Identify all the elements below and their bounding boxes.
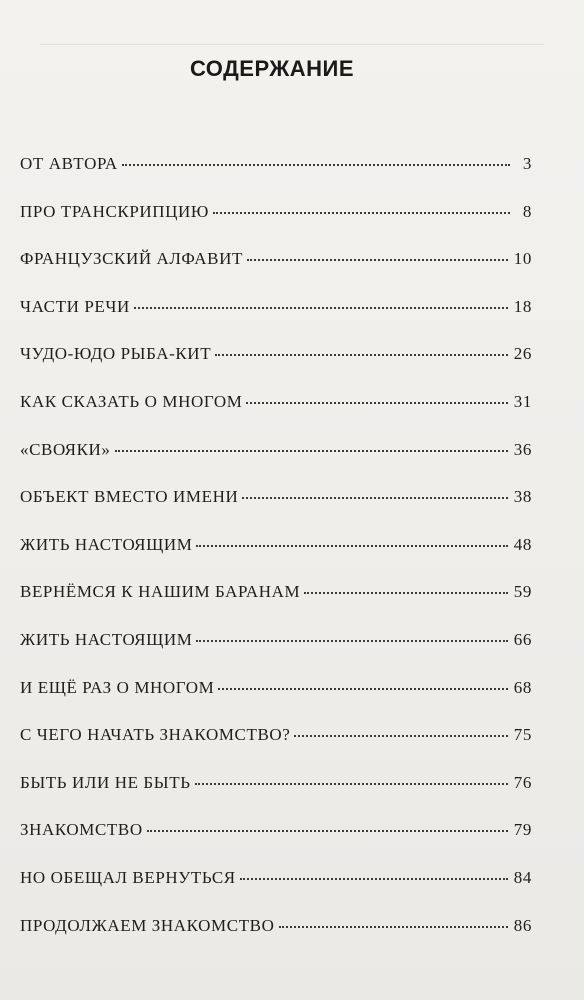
toc-entry [20, 630, 532, 660]
toc-entry-page-number: 68 [513, 677, 532, 697]
toc-entry-title: ОТ АВТОРА [20, 154, 118, 173]
toc-entry [20, 440, 532, 470]
dot-leader [213, 212, 510, 214]
toc-entry [20, 582, 532, 612]
toc-entry-page-number: 31 [513, 392, 532, 411]
toc-entry-title: КАК СКАЗАТЬ О МНОГОМ [20, 392, 243, 411]
dot-leader [122, 164, 510, 166]
toc-entry [20, 535, 532, 565]
toc-entry-title: ПРОДОЛЖАЕМ ЗНАКОМСТВО [20, 915, 275, 935]
toc-entry [20, 916, 532, 946]
dot-leader [246, 402, 507, 404]
toc-entry-page-number: 84 [513, 868, 532, 887]
toc-entry-title: ЖИТЬ НАСТОЯЩИМ [20, 630, 193, 649]
toc-entry-page-number: 59 [513, 582, 532, 602]
toc-entry-title: ЗНАКОМСТВО [20, 820, 143, 840]
dot-leader [196, 545, 507, 547]
toc-entry [20, 820, 532, 850]
toc-entry-page-number: 10 [513, 249, 532, 269]
toc-entry [20, 154, 532, 184]
toc-entry [20, 392, 532, 422]
toc-entry [20, 725, 532, 755]
dot-leader [242, 497, 507, 499]
toc-entry-title: С ЧЕГО НАЧАТЬ ЗНАКОМСТВО? [20, 725, 291, 745]
toc-entry [20, 487, 532, 517]
toc-entry-title: ЧУДО-ЮДО РЫБА-КИТ [20, 344, 212, 364]
dot-leader [294, 735, 507, 737]
toc-entry-page-number: 76 [513, 772, 532, 792]
toc-entry-title: ПРО ТРАНСКРИПЦИЮ [20, 201, 209, 221]
dot-leader [279, 926, 508, 928]
toc-entry [20, 678, 532, 708]
toc-entry-page-number: 66 [513, 630, 532, 649]
toc-entry [20, 249, 532, 279]
contents-heading: СОДЕРЖАНИЕ [189, 56, 355, 81]
toc-entry-title: ОБЪЕКТ ВМЕСТО ИМЕНИ [20, 487, 239, 507]
toc-entry-title: ЖИТЬ НАСТОЯЩИМ [20, 534, 193, 554]
toc-entry-page-number: 8 [522, 201, 532, 221]
toc-entry [20, 297, 532, 327]
toc-entry-page-number: 75 [513, 725, 532, 745]
toc-entry-title: ФРАНЦУЗСКИЙ АЛФАВИТ [20, 249, 243, 269]
toc-entry [20, 868, 532, 898]
dot-leader [115, 450, 508, 452]
dot-leader [218, 688, 507, 690]
toc-entry-page-number: 3 [522, 154, 532, 173]
toc-entry-page-number: 48 [513, 534, 532, 554]
toc-entry [20, 773, 532, 803]
dot-leader [195, 783, 508, 785]
toc-entry-title: БЫТЬ ИЛИ НЕ БЫТЬ [20, 772, 191, 792]
toc-entry-title: «СВОЯКИ» [20, 439, 111, 459]
toc-entry-page-number: 18 [513, 296, 532, 316]
toc-entry-page-number: 38 [513, 487, 532, 507]
toc-entry-title: ВЕРНЁМСЯ К НАШИМ БАРАНАМ [20, 582, 301, 602]
dot-leader [196, 640, 507, 642]
toc-entry [20, 202, 532, 232]
toc-entry-title: И ЕЩЁ РАЗ О МНОГОМ [20, 677, 215, 697]
dot-leader [304, 592, 508, 594]
dot-leader [215, 354, 508, 356]
dot-leader [147, 830, 508, 832]
toc-entry [20, 344, 532, 374]
dot-leader [247, 259, 508, 261]
dot-leader [134, 307, 508, 309]
toc-entry-title: НО ОБЕЩАЛ ВЕРНУТЬСЯ [20, 868, 236, 887]
toc-entry-title: ЧАСТИ РЕЧИ [20, 296, 130, 316]
dot-leader [240, 878, 508, 880]
toc-entry-page-number: 36 [513, 439, 532, 459]
toc-entry-page-number: 26 [513, 344, 532, 364]
toc-entry-page-number: 79 [513, 820, 532, 840]
toc-entry-page-number: 86 [513, 915, 532, 935]
